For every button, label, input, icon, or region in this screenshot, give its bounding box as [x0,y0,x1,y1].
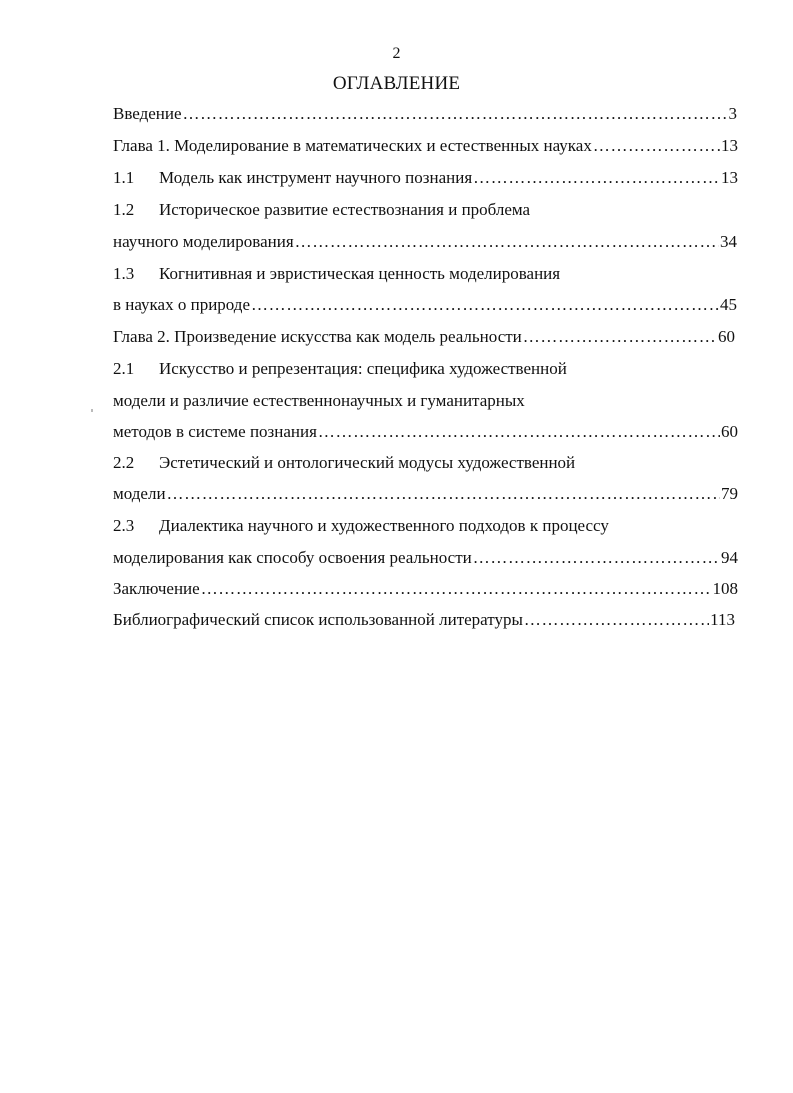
scan-speck [91,409,93,412]
toc-leader-dots [167,482,720,506]
toc-entry-text: моделирования как способу освоения реальности [113,548,472,567]
toc-section-number: 2.2 [113,453,135,472]
toc-entry-section-2-3[interactable] [113,514,713,538]
toc-entry-text: научного моделирования [113,232,294,251]
toc-entry-text: Введение [113,104,182,123]
toc-section-number: 1.3 [113,264,135,283]
toc-entry-section-2-1-cont2[interactable] [113,420,738,444]
toc-section-number: 1.1 [113,168,135,187]
toc-section-number: 2.3 [113,516,135,535]
toc-entry-page: 34 [720,232,737,251]
toc-entry-section-1-3-cont[interactable] [113,293,737,317]
toc-entry-text: Эстетический и онтологический модусы художественной [159,453,576,472]
toc-entry-text: Искусство и репрезентация: специфика художественной [159,359,567,378]
toc-entry-text: модели и различие естественнонаучных и гуманитарных [113,391,525,410]
toc-entry-page: 60 [718,327,735,346]
toc-entry-section-2-3-cont[interactable] [113,546,738,570]
toc-leader-dots [201,577,712,601]
toc-entry-page: 108 [712,579,738,598]
toc-entry-text: Когнитивная и эвристическая ценность моделирования [159,264,561,283]
toc-entry-page: 94 [721,548,738,567]
toc-entry-section-2-1-cont[interactable] [113,389,713,413]
toc-entry-intro[interactable] [113,102,737,126]
toc-entry-text: в науках о природе [113,295,251,314]
toc-entry-page: 3 [728,104,737,123]
toc-entry-section-1-1[interactable] [113,166,738,190]
toc-entry-section-1-2-cont[interactable] [113,230,737,254]
toc-entry-section-2-1[interactable] [113,357,713,381]
toc-section-number: 1.2 [113,200,135,219]
toc-entry-section-2-2[interactable] [113,451,713,475]
toc-section-number: 2.1 [113,359,135,378]
toc-entry-text: модели [113,484,166,503]
toc-leader-dots [524,608,709,632]
toc-entry-section-1-3[interactable] [113,262,713,286]
toc-entry-text: Глава 1. Моделирование в математических и естественных науках [113,136,592,155]
toc-entry-page: 13 [721,168,738,187]
toc-entry-text: Глава 2. Произведение искусства как модель реальности [113,327,522,346]
toc-leader-dots [295,230,719,254]
toc-entry-chapter-1[interactable] [113,134,738,158]
page-number: 2 [392,45,401,62]
toc-entry-section-1-2[interactable] [113,198,713,222]
toc-entry-text: Библиографический список использованной литературы [113,610,523,629]
toc-entry-page: 60 [721,422,738,441]
toc-entry-conclusion[interactable] [113,577,738,601]
toc-entry-chapter-2[interactable] [113,325,735,349]
toc-entry-page: 45 [720,295,737,314]
toc-title: ОГЛАВЛЕНИЕ [332,73,461,94]
toc-entry-text: Диалектика научного и художественного подходов к процессу [159,516,609,535]
toc-entry-page: 113 [710,610,735,629]
toc-leader-dots [183,102,728,126]
toc-entry-page: 13 [721,136,738,155]
toc-entry-page: 79 [721,484,738,503]
toc-leader-dots [523,325,717,349]
toc-entry-section-2-2-cont[interactable] [113,482,738,506]
toc-entry-text: Заключение [113,579,200,598]
toc-leader-dots [473,546,720,570]
toc-entry-bibliography[interactable] [113,608,735,632]
toc-leader-dots [251,293,719,317]
toc-leader-dots [473,166,720,190]
toc-leader-dots [593,134,720,158]
toc-entry-text: Модель как инструмент научного познания [159,168,473,187]
toc-entry-text: Историческое развитие естествознания и проблема [159,200,531,219]
toc-entry-text: методов в системе познания [113,422,317,441]
toc-leader-dots [318,420,720,444]
